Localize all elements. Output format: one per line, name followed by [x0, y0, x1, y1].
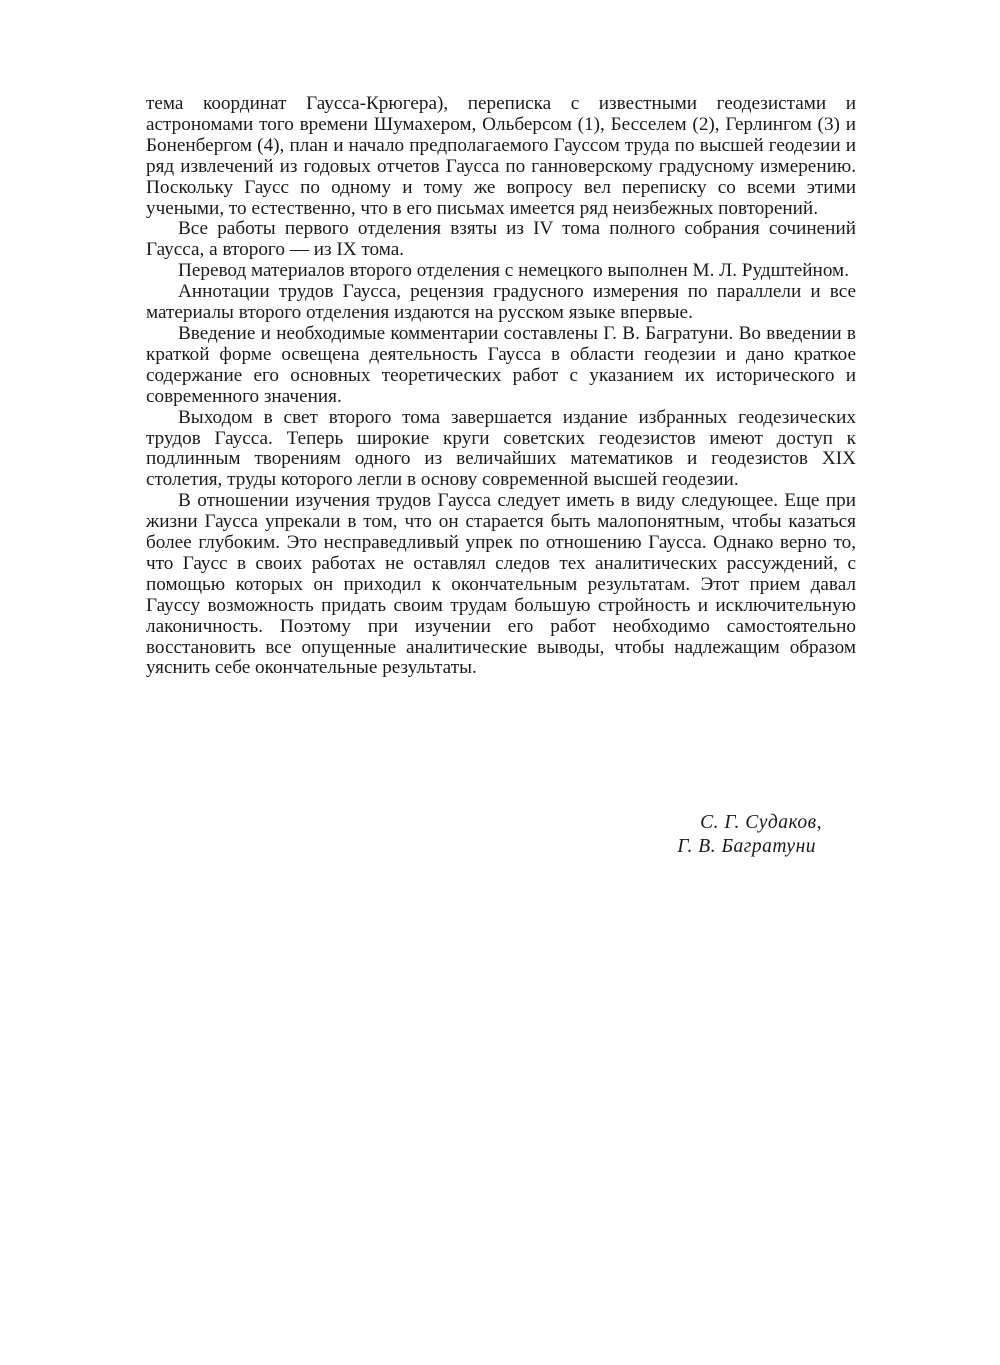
paragraph-annotations: Аннотации трудов Гаусса, рецензия градусного измерения по параллели и все материалы второго отделения издаются на русском языке впервые.	[146, 281, 856, 324]
paragraph-study-note: В отношении изучения трудов Гаусса следует иметь в виду следующее. Еще при жизни Гаусса упрекали в том, что он старается быть малопонятным, чтобы казаться более глубоким. Это несправедливый упрек по отношению Гаусса. Однако верно то, что Гаусс в своих работах не оставлял следов тех аналитических рассуждений, с помощью которых он приходил к окончательным результатам. Этот прием давал Гауссу возможность придать своим трудам большую стройность и исключительную лаконичность. Поэтому при изучении его работ необходимо самостоятельно восстановить все опущенные аналитические выводы, чтобы надлежащим образом уяснить себе окончательные результаты.	[146, 490, 856, 679]
paragraph-second-volume: Выходом в свет второго тома завершается издание избранных геодезических трудов Гаусса. Теперь широкие круги советских геодезистов имеют доступ к подлинным творениям одного из величайших математиков и геодезистов XIX столетия, труды которого легли в основу современной высшей геодезии.	[146, 406, 856, 491]
paragraph-continuation: тема координат Гаусса-Крюгера), переписка с известными геодезистами и астрономами того времени Шумахером, Ольберсом (1), Бесселем (2), Герлингом (3) и Боненбергом (4), план и начало предполагаемого Гауссом труда по высшей геодезии и ряд извлечений из годовых отчетов Гаусса по ганноверскому градусному измерению. Поскольку Гаусс по одному и тому же вопросу вел переписку со всеми этими учеными, то естественно, что в его письмах имеется ряд неизбежных повторений.	[146, 93, 856, 219]
paragraph-translation: Перевод материалов второго отделения с немецкого выполнен М. Л. Рудштейном.	[178, 260, 849, 282]
signature-block	[677, 811, 856, 859]
signature-author-1: С. Г. Судаков,	[700, 812, 822, 833]
signature-author-2: Г. В. Багратуни	[677, 836, 816, 857]
document-page	[146, 93, 856, 857]
paragraph-introduction: Введение и необходимые комментарии составлены Г. В. Багратуни. Во введении в краткой форме освещена деятельность Гаусса в области геодезии и дано краткое содержание его основных теоретических работ с указанием их исторического и современного значения.	[146, 322, 856, 407]
paragraph-sources: Все работы первого отделения взяты из IV тома полного собрания сочинений Гаусса, а второго — из IX тома.	[146, 218, 856, 261]
